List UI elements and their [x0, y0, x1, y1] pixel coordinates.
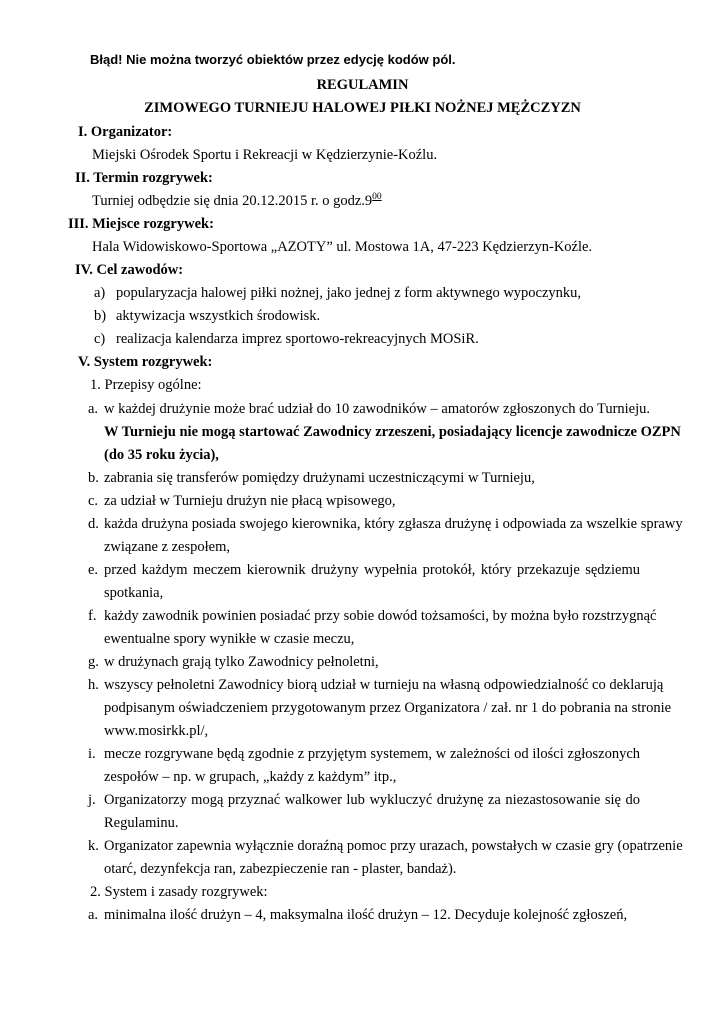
rule-text-line: Organizatorzy mogą przyznać walkower lub wykluczyć drużynę za niezastosowanie się do	[104, 792, 640, 808]
schedule-date-text: Turniej odbędzie się dnia 20.12.2015 r. o godz.9	[92, 193, 373, 209]
goal-item-text: aktywizacja wszystkich środowisk.	[116, 308, 321, 324]
goal-item-marker: a)	[94, 285, 106, 301]
section-heading-schedule: II. Termin rozgrywek:	[75, 170, 213, 186]
goal-item-text: realizacja kalendarza imprez sportowo-rekreacyjnych MOSiR.	[116, 331, 479, 347]
rule-text-line: Regulaminu.	[104, 815, 179, 831]
rule-marker: k.	[88, 838, 99, 854]
goal-item-marker: c)	[94, 331, 106, 347]
goal-item-marker: b)	[94, 308, 107, 324]
field-code-error-notice: Błąd! Nie można tworzyć obiektów przez edycję kodów pól.	[90, 52, 456, 67]
rule-marker: j.	[88, 792, 96, 808]
rule-text-line: w drużynach grają tylko Zawodnicy pełnoletni,	[104, 654, 379, 670]
rule-text-line: za udział w Turnieju drużyn nie płacą wpisowego,	[104, 493, 396, 509]
section-heading-venue: III. Miejsce rozgrywek:	[68, 216, 214, 232]
rule-text-line: w każdej drużynie może brać udział do 10 zawodników – amatorów zgłoszonych do Turnieju.	[104, 401, 651, 417]
section-heading-organizer: I. Organizator:	[78, 124, 173, 140]
rule-marker: h.	[88, 677, 99, 693]
rule-text-line: każda drużyna posiada swojego kierownika, który zgłasza drużynę i odpowiada za wszelkie sprawy	[104, 516, 683, 532]
goal-item-text: popularyzacja halowej piłki nożnej, jako jednej z form aktywnego wypoczynku,	[116, 285, 582, 301]
rule-text-line: minimalna ilość drużyn – 4, maksymalna ilość drużyn – 12. Decyduje kolejność zgłoszeń,	[104, 907, 628, 923]
subsection-system-rules: 2. System i zasady rozgrywek:	[90, 884, 268, 900]
rule-text-line: związane z zespołem,	[104, 539, 230, 555]
rule-marker: i.	[88, 746, 96, 762]
rule-marker: b.	[88, 470, 99, 486]
rule-text-line-bold: (do 35 roku życia),	[104, 447, 219, 463]
rule-text-line: otarć, dezynfekcja ran, zabezpieczenie ran - plaster, bandaż).	[104, 861, 457, 877]
schedule-time-superscript: 00	[372, 192, 382, 202]
organizer-text: Miejski Ośrodek Sportu i Rekreacji w Kędzierzynie-Koźlu.	[92, 147, 438, 163]
rule-marker: e.	[88, 562, 99, 578]
section-heading-system: V. System rozgrywek:	[78, 354, 213, 370]
section-heading-goals: IV. Cel zawodów:	[75, 262, 184, 278]
document-subtitle: ZIMOWEGO TURNIEJU HALOWEJ PIŁKI NOŻNEJ MĘŻCZYZN	[144, 100, 581, 116]
rule-marker: a.	[88, 907, 99, 923]
rule-text-line: spotkania,	[104, 585, 164, 601]
rule-marker: a.	[88, 401, 99, 417]
rule-text-line: mecze rozgrywane będą zgodnie z przyjętym systemem, w zależności od ilości zgłoszonych	[104, 746, 640, 762]
schedule-text	[92, 193, 382, 210]
rule-text-line: ewentualne spory wynikłe w czasie meczu,	[104, 631, 355, 647]
rule-text-line: zespołów – np. w grupach, „każdy z każdym” itp.,	[104, 769, 397, 785]
rule-text-line: zabrania się transferów pomiędzy drużynami uczestniczącymi w Turnieju,	[104, 470, 535, 486]
rule-marker: g.	[88, 654, 99, 670]
rule-text-line: podpisanym oświadczeniem przygotowanym przez Organizatora / zał. nr 1 do pobrania na stronie	[104, 700, 672, 716]
rule-text-line: www.mosirkk.pl/,	[104, 723, 209, 739]
subsection-general-rules: 1. Przepisy ogólne:	[90, 377, 202, 393]
rule-marker: f.	[88, 608, 97, 624]
rule-text-line: Organizator zapewnia wyłącznie doraźną pomoc przy urazach, powstałych w czasie gry (opatrzenie	[104, 838, 683, 854]
rule-marker: c.	[88, 493, 99, 509]
rule-text-line-bold: W Turnieju nie mogą startować Zawodnicy zrzeszeni, posiadający licencje zawodnicze OZPN	[104, 424, 681, 440]
rule-text-line: każdy zawodnik powinien posiadać przy sobie dowód tożsamości, by można było rozstrzygnąć	[104, 608, 657, 624]
rule-text-line: wszyscy pełnoletni Zawodnicy biorą udział w turnieju na własną odpowiedzialność co deklarują	[104, 677, 664, 693]
rule-marker: d.	[88, 516, 99, 532]
venue-text: Hala Widowiskowo-Sportowa „AZOTY” ul. Mostowa 1A, 47-223 Kędzierzyn-Koźle.	[92, 239, 593, 255]
rule-text-line: przed każdym meczem kierownik drużyny wypełnia protokół, który przekazuje sędziemu	[104, 562, 640, 578]
document-title: REGULAMIN	[316, 77, 409, 93]
